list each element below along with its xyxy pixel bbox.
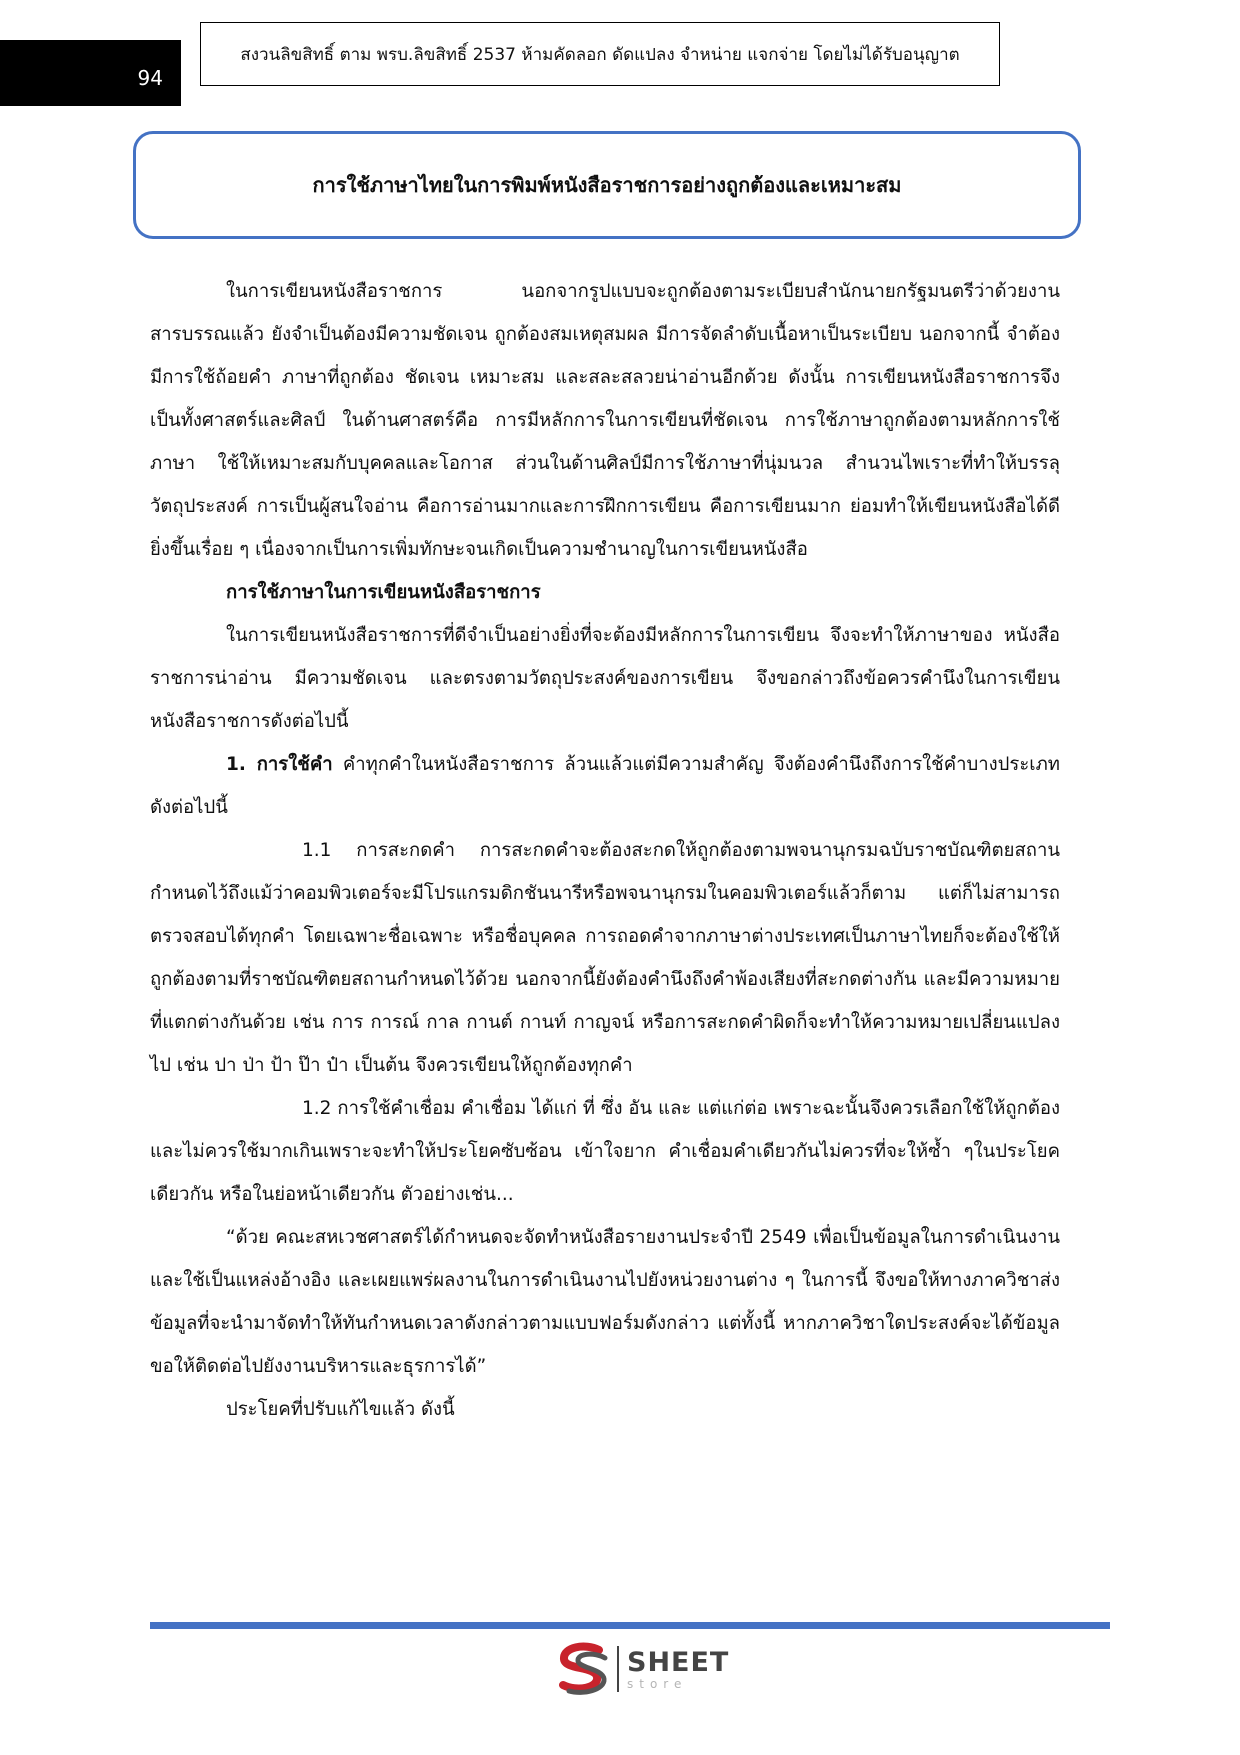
page-title: การใช้ภาษาไทยในการพิมพ์หนังสือราชการอย่างถูกต้องและเหมาะสม [133, 131, 1081, 239]
item-1-2-paragraph: 1.2 การใช้คำเชื่อม คำเชื่อม ได้แก่ ที่ ซึ่ง อัน และ แต่แก่ต่อ เพราะฉะนั้นจึงควรเลือกใช้ให้ถูกต้อง และไม่ควรใช้มากเกินเพราะจะทำให้ประโยคซับซ้อน เข้าใจยาก คำเชื่อมคำเดียวกันไม่ควรที่จะให้ซ้ำ ๆในประโยคเดียวกัน หรือในย่อหน้าเดียวกัน ตัวอย่างเช่น... [150, 1098, 1060, 1205]
example-quote: “ด้วย คณะสหเวชศาสตร์ได้กำหนดจะจัดทำหนังสือรายงานประจำปี 2549 เพื่อเป็นข้อมูลในการดำเนินงาน และใช้เป็นแหล่งอ้างอิง และเผยแพร่ผลงานในการดำเนินงานไปยังหน่วยงานต่าง ๆ ในการนี้ จึงขอให้ทางภาควิชาส่งข้อมูลที่จะนำมาจัดทำให้ทันกำหนดเวลาดังกล่าวตามแบบฟอร์มดังกล่าว แต่ทั้งนี้ หากภาควิชาใดประสงค์จะได้ข้อมูลขอให้ติดต่อไปยังงานบริหารและธุรการได้” [150, 1227, 1060, 1377]
sheet-store-s-logo-icon [555, 1642, 611, 1696]
section-heading: การใช้ภาษาในการเขียนหนังสือราชการ [226, 582, 541, 603]
logo-subtitle: store [627, 1676, 688, 1691]
item-1-text: คำทุกคำในหนังสือราชการ ล้วนแล้วแต่มีความสำคัญ จึงต้องคำนึงถึงการใช้คำบางประเภท ดังต่อไปนี้ [150, 754, 1060, 818]
page-number-box [0, 40, 181, 106]
item-1-label: 1. การใช้คำ [226, 754, 333, 775]
logo-separator [617, 1646, 619, 1692]
revised-intro: ประโยคที่ปรับแก้ไขแล้ว ดังนี้ [226, 1399, 455, 1420]
copyright-notice: สงวนลิขสิทธิ์ ตาม พรบ.ลิขสิทธิ์ 2537 ห้ามคัดลอก ดัดแปลง จำหน่าย แจกจ่าย โดยไม่ได้รับอนุญาต [200, 22, 1000, 86]
logo-wordmark [627, 1646, 730, 1691]
intro-paragraph: ในการเขียนหนังสือราชการ นอกจากรูปแบบจะถูกต้องตามระเบียบสำนักนายกรัฐมนตรีว่าด้วยงานสารบรรณแล้ว ยังจำเป็นต้องมีความชัดเจน ถูกต้องสมเหตุสมผล มีการจัดลำดับเนื้อหาเป็นระเบียบ นอกจากนี้ จำต้องมีการใช้ถ้อยคำ ภาษาที่ถูกต้อง ชัดเจน เหมาะสม และสละสลวยน่าอ่านอีกด้วย ดังนั้น การเขียนหนังสือราชการจึงเป็นทั้งศาสตร์และศิลป์ ในด้านศาสตร์คือ การมีหลักการในการเขียนที่ชัดเจน การใช้ภาษาถูกต้องตามหลักการใช้ภาษา ใช้ให้เหมาะสมกับบุคคลและโอกาส ส่วนในด้านศิลป์มีการใช้ภาษาที่นุ่มนวล สำนวนไพเราะที่ทำให้บรรลุวัตถุประสงค์ การเป็นผู้สนใจอ่าน คือการอ่านมากและการฝึกการเขียน คือการเขียนมาก ย่อมทำให้เขียนหนังสือได้ดียิ่งขึ้นเรื่อย ๆ เนื่องจากเป็นการเพิ่มทักษะจนเกิดเป็นความชำนาญในการเขียนหนังสือ [150, 281, 1060, 560]
page-number: 94 [137, 66, 163, 90]
logo-name: SHEET [627, 1646, 730, 1678]
sheet-store-logo [555, 1641, 729, 1697]
item-1-paragraph [150, 743, 1060, 829]
document-body [150, 270, 1060, 1431]
item-1-1-paragraph: 1.1 การสะกดคำ การสะกดคำจะต้องสะกดให้ถูกต้องตามพจนานุกรมฉบับราชบัณฑิตยสถานกำหนดไว้ถึงแม้ว่าคอมพิวเตอร์จะมีโปรแกรมดิกชันนารีหรือพจนานุกรมในคอมพิวเตอร์แล้วก็ตาม แต่ก็ไม่สามารถตรวจสอบได้ทุกคำ โดยเฉพาะชื่อเฉพาะ หรือชื่อบุคคล การถอดคำจากภาษาต่างประเทศเป็นภาษาไทยก็จะต้องใช้ให้ถูกต้องตามที่ราชบัณฑิตยสถานกำหนดไว้ด้วย นอกจากนี้ยังต้องคำนึงถึงคำพ้องเสียงที่สะกดต่างกัน และมีความหมายที่แตกต่างกันด้วย เช่น การ การณ์ กาล กานต์ กานท์ กาญจน์ หรือการสะกดคำผิดก็จะทำให้ความหมายเปลี่ยนแปลงไป เช่น ปา ป่า ป้า ป๊า ป๋า เป็นต้น จึงควรเขียนให้ถูกต้องทุกคำ [150, 840, 1060, 1076]
section-paragraph: ในการเขียนหนังสือราชการที่ดีจำเป็นอย่างยิ่งที่จะต้องมีหลักการในการเขียน จึงจะทำให้ภาษาของ หนังสือราชการน่าอ่าน มีความชัดเจน และตรงตามวัตถุประสงค์ของการเขียน จึงขอกล่าวถึงข้อควรคำนึงในการเขียนหนังสือราชการดังต่อไปนี้ [150, 625, 1060, 732]
footer-divider [150, 1622, 1110, 1629]
